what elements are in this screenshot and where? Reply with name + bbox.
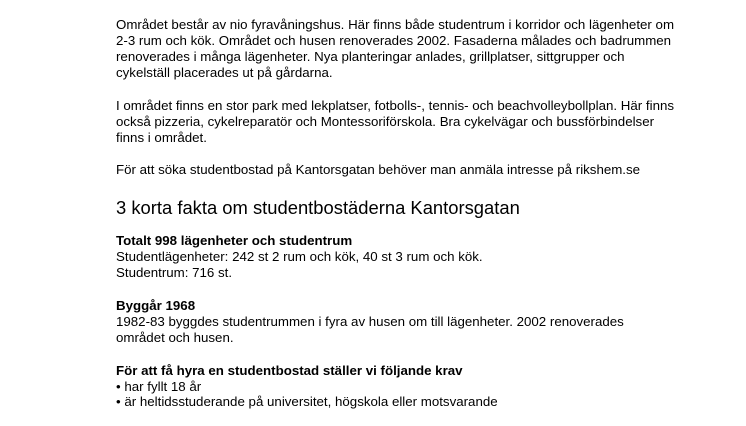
fact-build-year — [116, 298, 676, 346]
requirement-item: • har fyllt 18 år — [116, 379, 676, 394]
fact-apartments-line-1: Studentlägenheter: 242 st 2 rum och kök, 40 st 3 rum och kök. — [116, 249, 483, 264]
fact-apartments — [116, 233, 676, 281]
requirement-item: • är heltidsstuderande på universitet, högskola eller motsvarande — [116, 394, 676, 409]
document-page — [116, 17, 676, 426]
fact-requirements-title: För att få hyra en studentbostad ställer vi följande krav — [116, 363, 463, 378]
fact-apartments-title: Totalt 998 lägenheter och studentrum — [116, 233, 353, 248]
facts-heading: 3 korta fakta om studentbostäderna Kantorsgatan — [116, 197, 520, 218]
intro-paragraph-1: Området består av nio fyravåningshus. Här finns både studentrum i korridor och lägenheter om 2-3 rum och kök. Området och husen renoverades 2002. Fasaderna målades och badrummen renoverades i många lägenheter. Nya planteringar anlades, grillplatser, sittgrupper och cykelställ placerades ut på gårdarna. — [116, 17, 675, 80]
requirements-list — [116, 379, 676, 409]
intro-paragraph-2: I området finns en stor park med lekplatser, fotbolls-, tennis- och beachvolleybollplan. Här finns också pizzeria, cykelreparatör och Montessoriförskola. Bra cykelvägar och bussförbindelser finns i området. — [116, 98, 675, 145]
fact-apartments-line-2: Studentrum: 716 st. — [116, 265, 233, 280]
intro-paragraph-3: För att söka studentbostad på Kantorsgatan behöver man anmäla intresse på rikshem.se — [116, 162, 641, 177]
fact-requirements — [116, 363, 676, 409]
fact-build-year-line-1: 1982-83 byggdes studentrummen i fyra av husen om till lägenheter. 2002 renoverades området och husen. — [116, 314, 624, 345]
fact-build-year-title: Byggår 1968 — [116, 298, 196, 313]
